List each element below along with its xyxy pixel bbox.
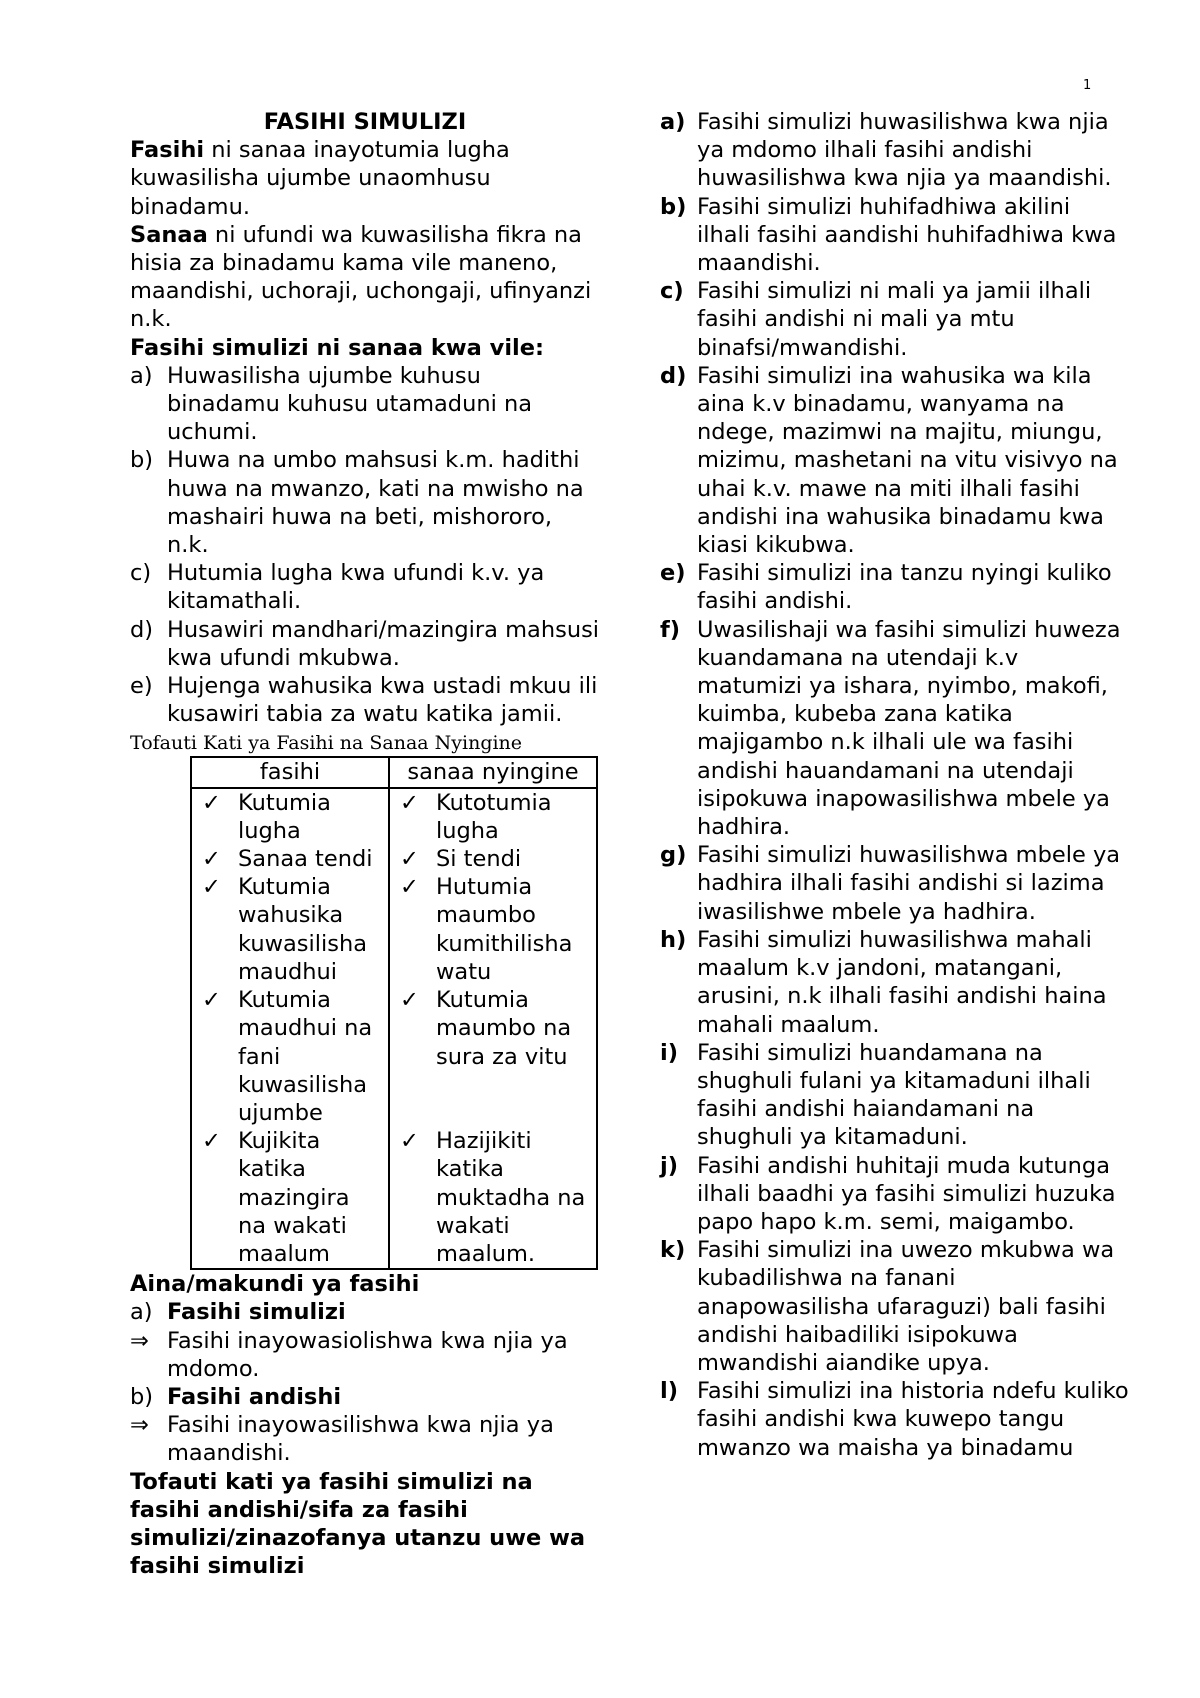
- checkmark-icon: ✓: [202, 789, 221, 816]
- definition-sanaa: [130, 221, 600, 334]
- table-cell-sanaa-nyingine: [389, 788, 597, 1269]
- table-item-text: Si tendi: [436, 846, 522, 873]
- list-item: [660, 193, 1130, 278]
- list-marker: d): [660, 362, 687, 389]
- table-item-text: Kutumia wahusika kuwasilisha maudhui: [238, 874, 368, 985]
- table-item-text: Kutumia maudhui na fani kuwasilisha ujumbe: [238, 987, 373, 1126]
- list-marker: i): [660, 1039, 678, 1066]
- right-column: [660, 108, 1130, 1462]
- checkmark-icon: ✓: [400, 987, 419, 1014]
- table-item-text: Kujikita katika mazingira na wakati maalum: [238, 1128, 350, 1267]
- list-marker: b): [130, 1383, 154, 1410]
- table-header-sanaa-nyingine: sanaa nyingine: [389, 757, 597, 787]
- table-spacer: [390, 1071, 596, 1127]
- checkmark-icon: ✓: [400, 846, 419, 873]
- kind-item-andishi: [130, 1383, 600, 1411]
- list-item: [660, 108, 1130, 193]
- list-item: [660, 277, 1130, 362]
- checkmark-icon: ✓: [400, 874, 419, 901]
- list-item: [130, 616, 600, 672]
- table-list-item: [390, 873, 596, 986]
- list-item-text: Hujenga wahusika kwa ustadi mkuu ili kusawiri tabia za watu katika jamii.: [167, 673, 598, 728]
- checkmark-icon: ✓: [202, 987, 221, 1014]
- table-item-text: Kutumia maumbo na sura za vitu: [436, 987, 572, 1070]
- list-item: [130, 362, 600, 447]
- list-marker: d): [130, 616, 154, 643]
- list-item-text: Fasihi simulizi ina historia ndefu kuliko fasihi andishi kwa kuwepo tangu mwanzo wa maisha ya binadamu: [697, 1378, 1129, 1461]
- heading-why-art: Fasihi simulizi ni sanaa kwa vile:: [130, 334, 545, 361]
- table-list-item: [390, 1127, 596, 1268]
- table-item-text: Hutumia maumbo kumithilisha watu: [436, 874, 573, 985]
- list-item-text: Hutumia lugha kwa ufundi k.v. ya kitamathali.: [167, 560, 545, 615]
- checkmark-icon: ✓: [400, 789, 419, 816]
- list-item: [130, 672, 600, 728]
- list-item-text: Fasihi simulizi huwasilishwa kwa njia ya mdomo ilhali fasihi andishi huwasilishwa kwa njia ya maandishi.: [697, 109, 1112, 192]
- list-marker: c): [130, 560, 152, 587]
- page-number: 1: [1083, 78, 1092, 93]
- table-cell-fasihi: [191, 788, 389, 1269]
- list-marker: l): [660, 1378, 678, 1405]
- table-list-item: [192, 789, 388, 845]
- definition-fasihi-text: ni sanaa inayotumia lugha kuwasilisha ujumbe unaomhusu binadamu.: [130, 137, 510, 220]
- heading-kinds: Aina/makundi ya fasihi: [130, 1271, 420, 1298]
- table-list-item: [192, 1127, 388, 1268]
- list-item: [660, 1236, 1130, 1377]
- list-item: [130, 446, 600, 559]
- list-item: [660, 1039, 1130, 1152]
- kind-desc-andishi: [130, 1411, 600, 1467]
- kind-description: Fasihi inayowasilishwa kwa njia ya maandishi.: [167, 1412, 554, 1467]
- list-marker: c): [660, 278, 684, 305]
- list-item: [660, 559, 1130, 615]
- table-header-row: [191, 757, 597, 787]
- list-item: [660, 616, 1130, 842]
- term-fasihi: Fasihi: [130, 137, 205, 164]
- feature-list: [130, 362, 600, 729]
- list-item: [660, 841, 1130, 926]
- checkmark-icon: ✓: [400, 1128, 419, 1155]
- list-marker: a): [660, 109, 686, 135]
- checkmark-icon: ✓: [202, 846, 221, 873]
- table-list-item: [390, 845, 596, 873]
- list-item-text: Fasihi simulizi huwasilishwa mbele ya hadhira ilhali fasihi andishi si lazima iwasilishwe mbele ya hadhira.: [697, 842, 1121, 925]
- table-caption: Tofauti Kati ya Fasihi na Sanaa Nyingine: [130, 732, 523, 755]
- kind-label: Fasihi andishi: [167, 1383, 342, 1410]
- list-item-text: Fasihi simulizi huhifadhiwa akilini ilhali fasihi aandishi huhifadhiwa kwa maandishi.: [697, 193, 1117, 277]
- list-item: [660, 1152, 1130, 1237]
- list-marker: e): [130, 673, 153, 700]
- list-item-text: Fasihi andishi huhitaji muda kutunga ilhali baadhi ya fasihi simulizi huzuka papo hapo k.m. semi, maigambo.: [697, 1152, 1116, 1235]
- table-item-text: Sanaa tendi: [238, 846, 373, 873]
- list-item: [130, 559, 600, 615]
- list-marker: a): [130, 1299, 153, 1326]
- kind-label: Fasihi simulizi: [167, 1299, 346, 1326]
- list-marker: a): [130, 362, 153, 389]
- kind-desc-simulizi: [130, 1327, 600, 1383]
- list-marker: k): [660, 1237, 686, 1264]
- list-item-text: Fasihi simulizi ina tanzu nyingi kuliko fasihi andishi.: [697, 560, 1112, 615]
- page-title: FASIHI SIMULIZI: [263, 109, 467, 135]
- table-header-fasihi: fasihi: [191, 757, 389, 787]
- table-item-text: Hazijikiti katika muktadha na wakati maalum.: [436, 1128, 586, 1267]
- list-item-text: Huwasilisha ujumbe kuhusu binadamu kuhusu utamaduni na uchumi.: [167, 362, 533, 446]
- list-item-text: Fasihi simulizi ina uwezo mkubwa wa kubadilishwa na fanani anapowasilisha ufaraguzi) bali fasihi andishi haibadiliki isipokuwa mwandishi aiandike upya.: [697, 1237, 1115, 1376]
- list-item-text: Fasihi simulizi ni mali ya jamii ilhali fasihi andishi ni mali ya mtu binafsi/mwandishi.: [697, 278, 1092, 361]
- definition-sanaa-text: ni ufundi wa kuwasilisha fikra na hisia za binadamu kama vile maneno, maandishi, uchoraji, uchongaji, ufinyanzi n.k.: [130, 221, 592, 333]
- list-item: [660, 1377, 1130, 1462]
- table-list-item: [390, 789, 596, 845]
- table-list-item: [390, 986, 596, 1071]
- list-item-text: Fasihi simulizi huandamana na shughuli fulani ya kitamaduni ilhali fasihi andishi haiandamani na shughuli ya kitamaduni.: [697, 1039, 1091, 1151]
- list-item-text: Husawiri mandhari/mazingira mahsusi kwa ufundi mkubwa.: [167, 616, 600, 671]
- list-marker: j): [660, 1152, 678, 1179]
- list-marker: e): [660, 560, 686, 587]
- table-list-item: [192, 986, 388, 1127]
- list-item: [660, 926, 1130, 1039]
- list-marker: b): [660, 193, 687, 220]
- list-marker: f): [660, 616, 681, 643]
- arrow-icon: ⇒: [130, 1327, 149, 1354]
- table-list-item: [192, 845, 388, 873]
- left-column: [130, 108, 600, 1580]
- table-list-item: [192, 873, 388, 986]
- list-item-text: Uwasilishaji wa fasihi simulizi huweza kuandamana na utendaji k.v matumizi ya ishara, nyimbo, makofi, kuimba, kubeba zana katika majigambo n.k ilhali ule wa fasihi andishi hauandamani na utendaji isipokuwa inapowasilishwa mbele ya hadhira.: [697, 616, 1121, 841]
- table-row: [191, 788, 597, 1269]
- checkmark-icon: ✓: [202, 1128, 221, 1155]
- definition-fasihi: [130, 136, 600, 221]
- table-item-text: Kutotumia lugha: [436, 789, 552, 844]
- arrow-icon: ⇒: [130, 1412, 149, 1439]
- list-marker: g): [660, 842, 687, 869]
- list-item-text: Fasihi simulizi ina wahusika wa kila aina k.v binadamu, wanyama na ndege, mazimwi na majitu, miungu, mizimu, mashetani na vitu visivyo na uhai k.v. mawe na miti ilhali fasihi andishi ina wahusika binadamu kwa kiasi kikubwa.: [697, 362, 1118, 559]
- term-sanaa: Sanaa: [130, 221, 208, 248]
- table-item-text: Kutumia lugha: [238, 789, 331, 844]
- list-item: [660, 362, 1130, 559]
- list-item-text: Fasihi simulizi huwasilishwa mahali maalum k.v jandoni, matangani, arusini, n.k ilhali fasihi andishi haina mahali maalum.: [697, 926, 1107, 1038]
- list-item-text: Huwa na umbo mahsusi k.m. hadithi huwa na mwanzo, kati na mwisho na mashairi huwa na beti, mishororo, n.k.: [167, 447, 584, 559]
- comparison-table: [190, 756, 598, 1270]
- list-marker: b): [130, 447, 154, 474]
- list-marker: h): [660, 926, 687, 953]
- kind-item-simulizi: [130, 1298, 600, 1326]
- heading-differences: Tofauti kati ya fasihi simulizi na fasihi andishi/sifa za fasihi simulizi/zinazofanya utanzu uwe wa fasihi simulizi: [130, 1468, 586, 1580]
- checkmark-icon: ✓: [202, 874, 221, 901]
- kind-description: Fasihi inayowasiolishwa kwa njia ya mdomo.: [167, 1327, 568, 1382]
